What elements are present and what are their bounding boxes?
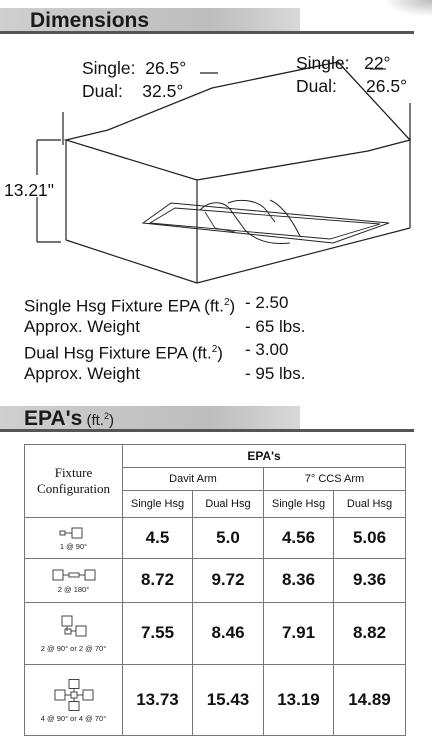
- epa-table: [24, 444, 406, 736]
- spec-label: Approx. Weight: [24, 363, 140, 383]
- epa-value: 7.91: [264, 602, 334, 664]
- spec-label: Approx. Weight: [24, 316, 140, 336]
- epa-value: 4.56: [264, 518, 334, 559]
- epa-value: 5.06: [334, 518, 406, 559]
- epa-value: 9.72: [193, 558, 264, 602]
- epa-value: 8.72: [123, 558, 193, 602]
- config-cell: 2 @ 180°: [25, 558, 123, 602]
- quad-mount-icon: [54, 679, 94, 711]
- epa-title: EPA's (ft.$^2$): [24, 407, 114, 430]
- dimensions-header: [0, 8, 432, 34]
- ccs-arm-header: 7° CCS Arm: [264, 468, 406, 491]
- table-row: [25, 664, 406, 735]
- config-cell: 2 @ 90° or 2 @ 70°: [25, 602, 123, 664]
- twin-180-mount-icon: [52, 568, 96, 582]
- sub-header: Single Hsg: [123, 491, 193, 518]
- table-row: [25, 518, 406, 559]
- epa-value: 8.46: [193, 602, 264, 664]
- height-dimension: 13.21": [4, 180, 55, 200]
- left-angle-dual: Dual: 32.5°: [82, 81, 184, 101]
- spec-value: - 95 lbs.: [245, 363, 306, 383]
- spec-label: Single Hsg Fixture EPA (ft.$^2$): [24, 296, 236, 316]
- twin-90-mount-icon: [59, 615, 89, 641]
- epa-value: 8.82: [334, 602, 406, 664]
- epa-value: 13.73: [123, 664, 193, 735]
- spec-label: Dual Hsg Fixture EPA (ft.$^2$): [24, 343, 223, 363]
- right-angle-single: Single: 22°: [296, 53, 391, 73]
- spec-value: - 2.50: [245, 293, 289, 312]
- single-mount-icon: [59, 527, 89, 539]
- corner-shadow: [386, 0, 432, 16]
- sub-header: Dual Hsg: [334, 491, 406, 518]
- epa-value: 14.89: [334, 664, 406, 735]
- table-row: [25, 602, 406, 664]
- fixture-configuration-header: Fixture Configuration: [25, 445, 123, 518]
- davit-arm-header: Davit Arm: [123, 468, 264, 491]
- epa-value: 15.43: [193, 664, 264, 735]
- epa-value: 4.5: [123, 518, 193, 559]
- config-cell: 1 @ 90°: [25, 518, 123, 559]
- dimensions-title: Dimensions: [30, 9, 150, 32]
- spec-value: - 3.00: [245, 340, 289, 359]
- table-row: [25, 558, 406, 602]
- right-angle-dual: Dual: 26.5°: [296, 76, 408, 96]
- epa-group-header: EPA's: [123, 445, 406, 468]
- sub-header: Dual Hsg: [193, 491, 264, 518]
- epa-value: 13.19: [264, 664, 334, 735]
- sub-header: Single Hsg: [264, 491, 334, 518]
- epa-value: 8.36: [264, 558, 334, 602]
- epa-header: [0, 406, 432, 432]
- left-angle-single: Single: 26.5°: [82, 58, 187, 78]
- config-cell: 4 @ 90° or 4 @ 70°: [25, 664, 123, 735]
- epa-value: 5.0: [193, 518, 264, 559]
- spec-value: - 65 lbs.: [245, 316, 306, 336]
- epa-value: 7.55: [123, 602, 193, 664]
- epa-value: 9.36: [334, 558, 406, 602]
